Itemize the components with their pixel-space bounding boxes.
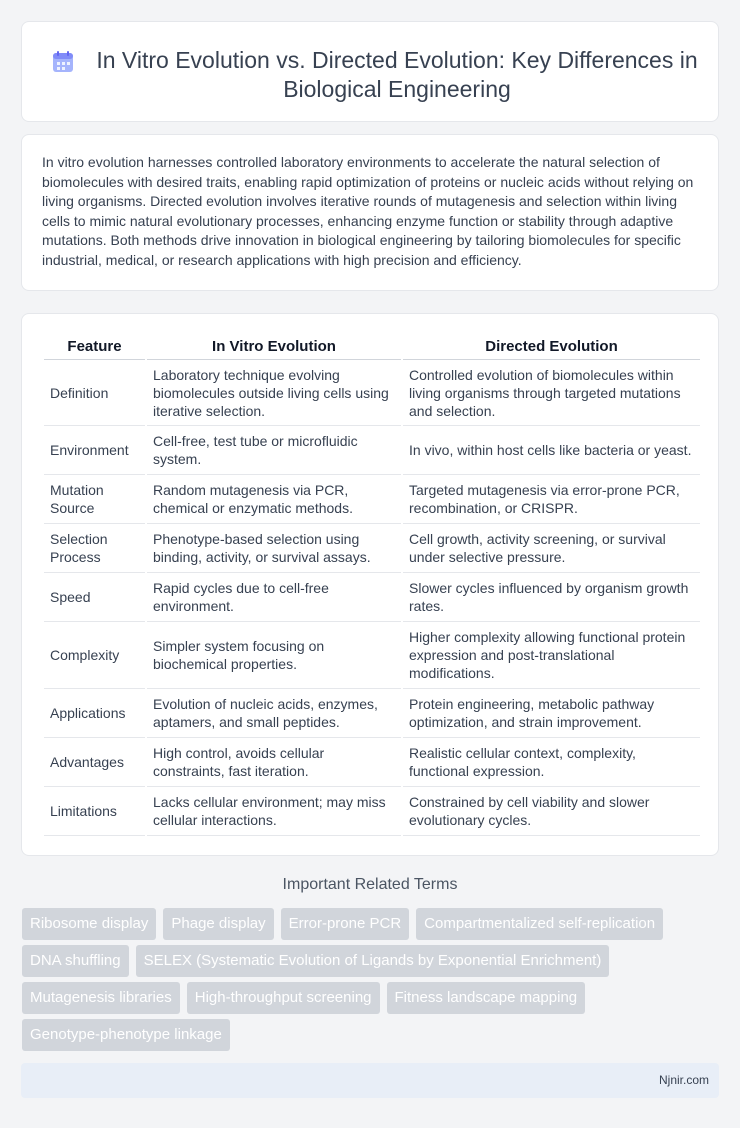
table-row — [44, 622, 700, 689]
table-row — [44, 738, 700, 787]
table-row — [44, 524, 700, 573]
page-title: In Vitro Evolution vs. Directed Evolution: Key Differences in Biological Engineering — [96, 47, 698, 102]
directed-cell: Higher complexity allowing functional protein expression and post-translational modifications. — [403, 622, 700, 689]
related-terms-title: Important Related Terms — [282, 876, 458, 893]
feature-cell: Mutation Source — [44, 475, 145, 524]
header-directed: Directed Evolution — [403, 332, 700, 360]
in-vitro-cell: High control, avoids cellular constraints, fast iteration. — [147, 738, 401, 787]
related-term-tag[interactable]: Mutagenesis libraries — [22, 982, 180, 1014]
feature-cell: Complexity — [44, 622, 145, 689]
in-vitro-cell: Phenotype-based selection using binding, activity, or survival assays. — [147, 524, 401, 573]
calendar-icon — [52, 51, 74, 73]
directed-cell: In vivo, within host cells like bacteria or yeast. — [403, 426, 700, 475]
related-term-tag[interactable]: Compartmentalized self-replication — [416, 908, 663, 940]
related-term-tag[interactable]: Fitness landscape mapping — [387, 982, 586, 1014]
feature-cell: Definition — [44, 360, 145, 426]
table-header-row — [44, 332, 700, 360]
feature-cell: Advantages — [44, 738, 145, 787]
table-row — [44, 787, 700, 836]
related-term-tag[interactable]: Error-prone PCR — [281, 908, 410, 940]
related-terms-list — [22, 908, 722, 1056]
in-vitro-cell: Lacks cellular environment; may miss cellular interactions. — [147, 787, 401, 836]
in-vitro-cell: Evolution of nucleic acids, enzymes, aptamers, and small peptides. — [147, 689, 401, 738]
intro-paragraph: In vitro evolution harnesses controlled laboratory environments to accelerate the natural selection of biomolecules with desired traits, enabling rapid optimization of proteins or nucleic acids without relying on living organisms. Directed evolution involves iterative rounds of mutagenesis and selection within living cells to mimic natural evolutionary processes, enhancing enzyme function or stability through adaptive mutations. Both methods drive innovation in biological engineering by tailoring biomolecules for specific industrial, medical, or research applications with high precision and efficiency. — [42, 154, 694, 268]
directed-cell: Targeted mutagenesis via error-prone PCR, recombination, or CRISPR. — [403, 475, 700, 524]
intro-card — [21, 134, 719, 291]
in-vitro-cell: Random mutagenesis via PCR, chemical or enzymatic methods. — [147, 475, 401, 524]
directed-cell: Slower cycles influenced by organism growth rates. — [403, 573, 700, 622]
directed-cell: Constrained by cell viability and slower evolutionary cycles. — [403, 787, 700, 836]
footer — [21, 1063, 719, 1098]
header-feature: Feature — [44, 332, 145, 360]
feature-cell: Speed — [44, 573, 145, 622]
table-row — [44, 360, 700, 426]
in-vitro-cell: Rapid cycles due to cell-free environment. — [147, 573, 401, 622]
related-term-tag[interactable]: SELEX (Systematic Evolution of Ligands by Exponential Enrichment) — [136, 945, 610, 977]
table-row — [44, 689, 700, 738]
header-in-vitro: In Vitro Evolution — [147, 332, 401, 360]
comparison-table — [42, 332, 702, 836]
table-row — [44, 475, 700, 524]
feature-cell: Limitations — [44, 787, 145, 836]
feature-cell: Environment — [44, 426, 145, 475]
title-card — [21, 21, 719, 122]
related-term-tag[interactable]: High-throughput screening — [187, 982, 380, 1014]
directed-cell: Controlled evolution of biomolecules within living organisms through targeted mutations and selection. — [403, 360, 700, 426]
related-term-tag[interactable]: DNA shuffling — [22, 945, 129, 977]
feature-cell: Selection Process — [44, 524, 145, 573]
feature-cell: Applications — [44, 689, 145, 738]
directed-cell: Protein engineering, metabolic pathway optimization, and strain improvement. — [403, 689, 700, 738]
related-term-tag[interactable]: Phage display — [163, 908, 273, 940]
related-term-tag[interactable]: Genotype-phenotype linkage — [22, 1019, 230, 1051]
table-row — [44, 426, 700, 475]
directed-cell: Cell growth, activity screening, or survival under selective pressure. — [403, 524, 700, 573]
related-term-tag[interactable]: Ribosome display — [22, 908, 156, 940]
table-row — [44, 573, 700, 622]
in-vitro-cell: Cell-free, test tube or microfluidic system. — [147, 426, 401, 475]
in-vitro-cell: Simpler system focusing on biochemical properties. — [147, 622, 401, 689]
directed-cell: Realistic cellular context, complexity, functional expression. — [403, 738, 700, 787]
in-vitro-cell: Laboratory technique evolving biomolecules outside living cells using iterative selection. — [147, 360, 401, 426]
footer-site-link[interactable]: Njnir.com — [658, 1073, 709, 1087]
comparison-card — [21, 313, 719, 856]
